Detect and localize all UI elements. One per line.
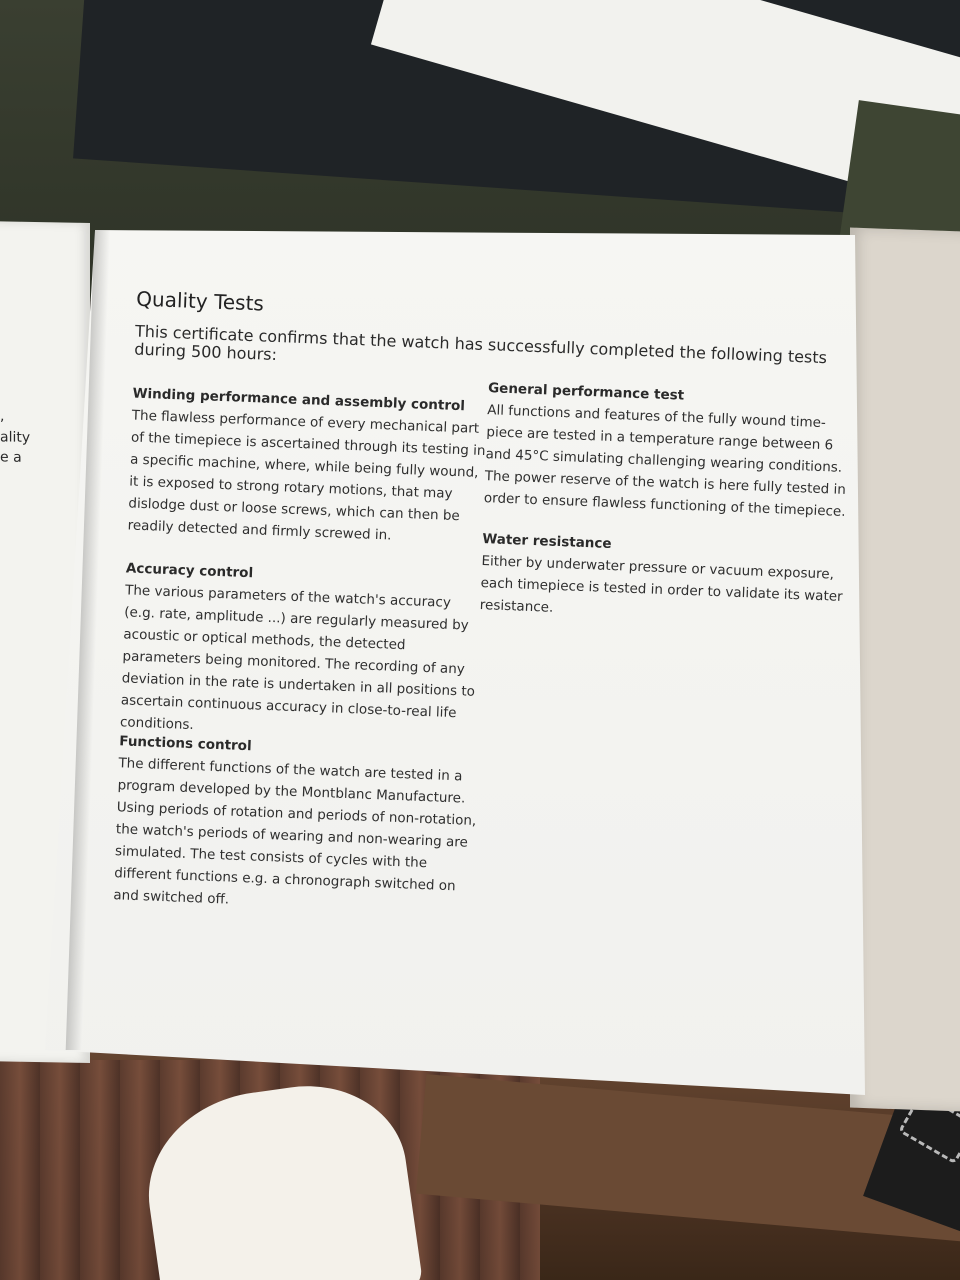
section-winding	[127, 383, 493, 551]
section-heading: Functions control	[119, 733, 252, 755]
section-heading: Accuracy control	[125, 560, 254, 582]
section-body: All functions and features of the fully wound time-piece are tested in a temperature range between 6 and 45°C simulating challenging wearing conditions. The power reserve of the watch is here fully tested in order to ensure flawless functioning of the timepiece.	[483, 402, 847, 520]
section-accuracy	[120, 557, 486, 747]
section-body: Either by underwater pressure or vacuum exposure, each timepiece is tested in order to validate its water resistance.	[479, 553, 843, 616]
left-fragment: ,	[0, 408, 5, 425]
page-title: Quality Tests	[135, 286, 265, 316]
section-body: The flawless performance of every mechanical part of the timepiece is ascertained through its testing in a specific machine, where, while being fully wound, it is exposed to strong rotary motions, that may dislodge dust or loose screws, which can then be readily detected and firmly screwed in.	[127, 407, 486, 544]
section-body: The various parameters of the watch's accuracy (e.g. rate, amplitude ...) are regularly measured by acoustic or optical methods, the detected parameters being monitored. The recording of any deviation in the rate is undertaken in all positions to ascertain continuous accuracy in close-to-real life conditions.	[119, 582, 476, 734]
section-body: The different functions of the watch are tested in a program developed by the Montblanc Manufacture. Using periods of rotation and periods of non-rotation, the watch's periods of wearing and non-wearing are simulated. The test consists of cycles with the different functions e.g. a chronograph switched on and switched off.	[113, 755, 477, 908]
section-heading: Water resistance	[482, 531, 612, 553]
left-fragment: e a	[0, 449, 22, 466]
section-water	[479, 528, 852, 630]
section-general	[483, 377, 858, 523]
left-fragment: ality	[0, 429, 31, 446]
section-heading: Winding performance and assembly control	[132, 385, 466, 415]
section-heading: General performance test	[487, 380, 685, 404]
intro-text: This certificate confirms that the watch has successfully completed the following tests during 500 hours:	[134, 321, 828, 368]
section-functions	[113, 730, 479, 920]
